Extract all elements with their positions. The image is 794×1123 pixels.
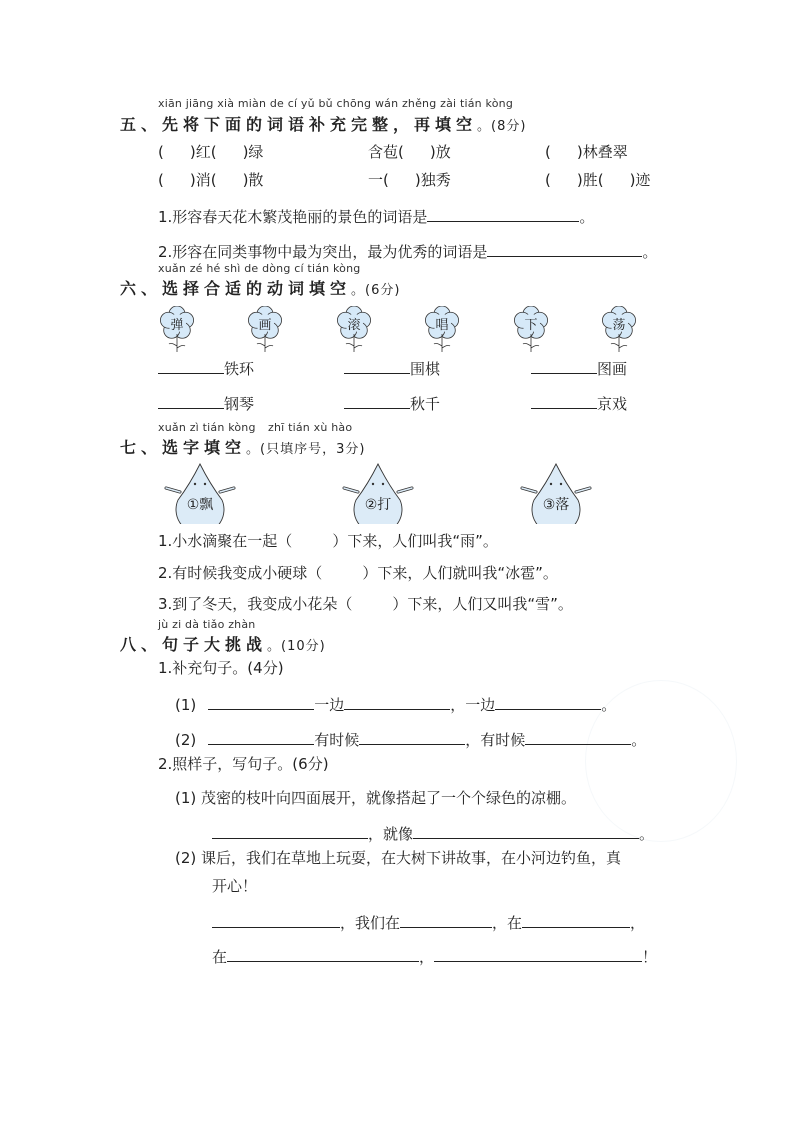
flower-label: 唱 <box>435 318 449 333</box>
part1-item1 <box>175 693 616 715</box>
text: ， <box>630 914 646 932</box>
flower-icon <box>157 306 197 356</box>
flower-label: 荡 <box>612 318 626 333</box>
text: ，一边 <box>450 696 496 714</box>
text: 。 <box>639 825 655 843</box>
section8-pinyin: jù zi dà tiǎo zhàn <box>158 618 256 631</box>
text: 。 <box>601 696 617 714</box>
flower-label: 弹 <box>170 318 184 333</box>
text: ，在 <box>492 914 523 932</box>
question-text: ）下来，人们叫我“雨”。 <box>332 532 498 550</box>
section6-title-text: 六、选择合适的动词填空 <box>120 279 352 298</box>
section5-q2 <box>158 240 657 262</box>
drop-label: ③落 <box>542 497 570 513</box>
text: ！ <box>642 948 658 966</box>
period: 。 <box>579 208 595 226</box>
drop-label: ②打 <box>364 497 392 513</box>
answer-blank[interactable] <box>208 693 314 710</box>
answer-blank[interactable] <box>413 822 639 839</box>
blank-item <box>344 357 440 379</box>
flower-label: 下 <box>524 318 538 333</box>
word-text: )迹 <box>629 171 651 189</box>
section5-row2-c <box>545 170 650 190</box>
flower-icon <box>511 306 551 356</box>
water-drop-icon <box>160 462 240 522</box>
section6-title <box>120 276 400 299</box>
answer-blank[interactable] <box>208 728 314 745</box>
question-text: 3.到了冬天，我变成小花朵（ <box>158 595 353 613</box>
word-text: )散 <box>242 171 264 189</box>
section5-score: 。(8分) <box>477 119 527 134</box>
flower-icon <box>334 306 374 356</box>
blank-item <box>158 357 254 379</box>
word-text: )独秀 <box>414 171 451 189</box>
section6-pinyin: xuǎn zé hé shì de dòng cí tián kòng <box>158 262 361 275</box>
text: ，有时候 <box>465 731 526 749</box>
section7-q2 <box>158 563 558 583</box>
question-text: 2.有时候我变成小硬球（ <box>158 564 323 582</box>
word-text: )绿 <box>242 143 264 161</box>
section6-score: 。(6分) <box>351 283 401 298</box>
section7-title-text: 七、选字填空 <box>120 438 247 457</box>
part2-fill2 <box>212 911 645 933</box>
question-text: 2.形容在同类事物中最为突出，最为优秀的词语是 <box>158 243 488 261</box>
text: 。 <box>631 731 647 749</box>
text: 在 <box>212 948 228 966</box>
section8-title <box>120 632 326 655</box>
answer-blank[interactable] <box>344 357 410 374</box>
answer-blank[interactable] <box>487 240 642 257</box>
item-text: 钢琴 <box>224 395 255 413</box>
item-text: 图画 <box>597 360 628 378</box>
part2-example1: (1) 茂密的枝叶向四面展开，就像搭起了一个个绿色的凉棚。 <box>175 789 577 807</box>
word-text: )林叠翠 <box>576 143 628 161</box>
section7-q3 <box>158 594 573 614</box>
flower-icon <box>422 306 462 356</box>
paren: ( <box>158 171 164 189</box>
answer-blank[interactable] <box>427 205 579 222</box>
item-number: (1) <box>175 696 197 714</box>
text: ，就像 <box>368 825 414 843</box>
answer-blank[interactable] <box>158 392 224 409</box>
flower-label: 画 <box>258 318 272 333</box>
flower-label: 滚 <box>347 318 361 333</box>
word-text: )红( <box>189 143 217 161</box>
section7-title <box>120 435 365 458</box>
part2-fill3 <box>212 945 657 967</box>
word-text: 含苞( <box>368 143 404 161</box>
flower-icon <box>599 306 639 356</box>
text: ， <box>419 948 435 966</box>
answer-blank[interactable] <box>525 728 631 745</box>
answer-blank[interactable] <box>522 911 630 928</box>
word-text: )放 <box>429 143 451 161</box>
water-drop-icon <box>338 462 418 522</box>
answer-blank[interactable] <box>531 392 597 409</box>
blank-item <box>531 357 627 379</box>
answer-blank[interactable] <box>212 822 368 839</box>
section8-score: 。(10分) <box>267 639 326 654</box>
word-text: 一( <box>368 171 389 189</box>
text: 一边 <box>314 696 345 714</box>
flower-icon <box>245 306 285 356</box>
section5-row1-c <box>545 142 628 162</box>
answer-blank[interactable] <box>400 911 492 928</box>
section7-pinyin2: zhī tián xù hào <box>268 421 353 434</box>
section5-row2 <box>158 170 263 190</box>
text: 有时候 <box>314 731 360 749</box>
item-text: 铁环 <box>224 360 255 378</box>
answer-blank[interactable] <box>227 945 419 962</box>
paren: ( <box>158 143 164 161</box>
question-text: 1.小水滴聚在一起（ <box>158 532 293 550</box>
section5-pinyin: xiān jiāng xià miàn de cí yǔ bǔ chōng wán zhěng zài tián kòng <box>158 97 514 110</box>
period: 。 <box>642 243 658 261</box>
part2-example2: (2) 课后，我们在草地上玩耍，在大树下讲故事，在小河边钓鱼，真 <box>175 849 622 867</box>
answer-blank[interactable] <box>158 357 224 374</box>
item-text: 围棋 <box>410 360 441 378</box>
item-number: (2) <box>175 731 197 749</box>
answer-blank[interactable] <box>344 392 410 409</box>
water-drop-icon <box>516 462 596 522</box>
part2-fill1 <box>212 822 654 844</box>
section7-pinyin: xuǎn zì tián kòng <box>158 421 256 434</box>
question-text: 1.形容春天花木繁茂艳丽的景色的词语是 <box>158 208 428 226</box>
paren: ( <box>545 171 551 189</box>
part2-example2-cont: 开心！ <box>212 877 258 895</box>
answer-blank[interactable] <box>359 728 465 745</box>
part2-heading: 2.照样子，写句子。(6分) <box>158 755 329 773</box>
section5-title-text: 五、先将下面的词语补充完整，再填空 <box>120 115 478 134</box>
section7-score: 。(只填序号，3分) <box>246 442 366 457</box>
part1-item2 <box>175 728 646 750</box>
section5-row2-b <box>368 170 451 190</box>
blank-item <box>158 392 254 414</box>
part1-heading: 1.补充句子。(4分) <box>158 659 284 677</box>
question-text: ）下来，人们又叫我“雪”。 <box>392 595 573 613</box>
section5-row1 <box>158 142 263 162</box>
drop-label: ①飘 <box>186 497 214 513</box>
blank-item <box>344 392 440 414</box>
section5-title <box>120 112 526 135</box>
section5-row1-b <box>368 142 451 162</box>
answer-blank[interactable] <box>344 693 450 710</box>
answer-blank[interactable] <box>495 693 601 710</box>
blank-item <box>531 392 627 414</box>
section8-title-text: 八、句子大挑战 <box>120 635 268 654</box>
section7-q1 <box>158 531 498 551</box>
item-text: 京戏 <box>597 395 628 413</box>
word-text: )消( <box>189 171 217 189</box>
text: ，我们在 <box>340 914 401 932</box>
answer-blank[interactable] <box>531 357 597 374</box>
paren: ( <box>545 143 551 161</box>
answer-blank[interactable] <box>212 911 340 928</box>
answer-blank[interactable] <box>434 945 642 962</box>
item-text: 秋千 <box>410 395 441 413</box>
section5-q1 <box>158 205 594 227</box>
word-text: )胜( <box>576 171 604 189</box>
question-text: ）下来，人们就叫我“冰雹”。 <box>362 564 558 582</box>
